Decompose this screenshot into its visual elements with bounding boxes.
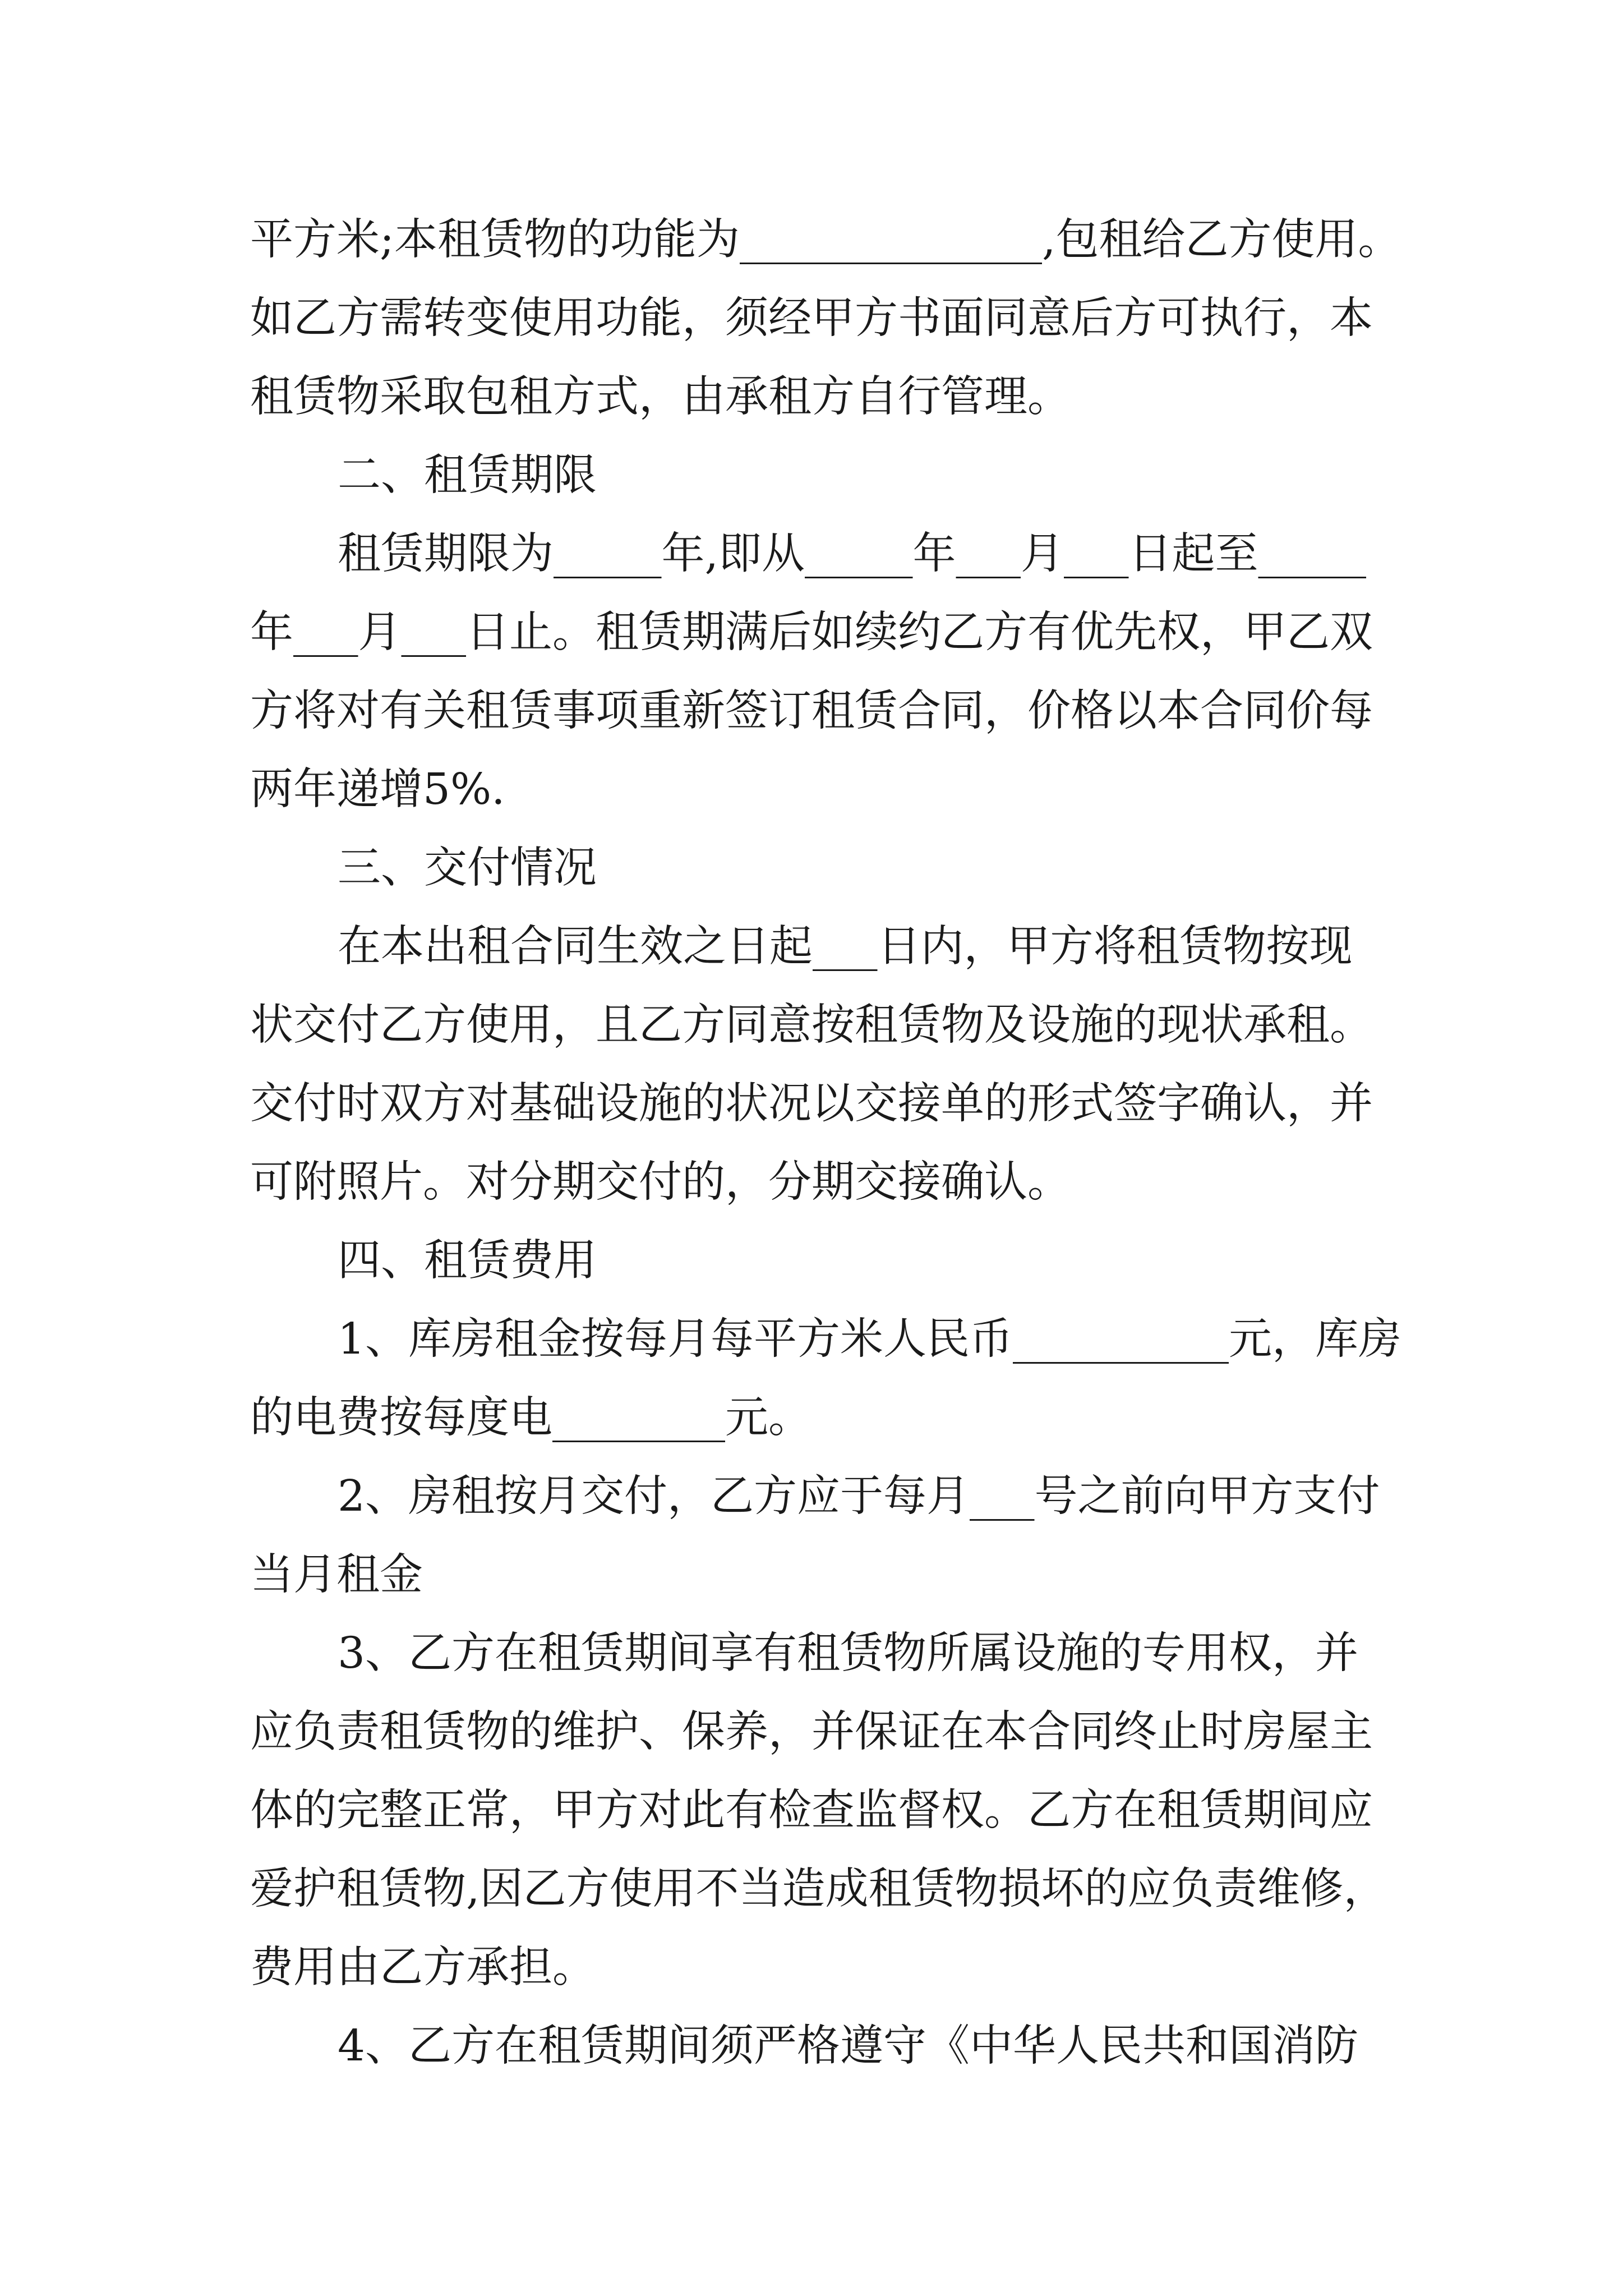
text-line: 年___月___日止。租赁期满后如续约乙方有优先权，甲乙双 bbox=[250, 608, 1373, 657]
text-line: 2、房租按月交付，乙方应于每月___号之前向甲方支付 bbox=[338, 1471, 1380, 1521]
section-heading: 四、租赁费用 bbox=[338, 1236, 597, 1286]
text-line: 在本出租合同生效之日起___日内，甲方将租赁物按现 bbox=[338, 922, 1353, 972]
text-line: 1、库房租金按每月每平方米人民币__________元，库房 bbox=[338, 1314, 1401, 1364]
text-line: 如乙方需转变使用功能，须经甲方书面同意后方可执行，本 bbox=[250, 293, 1373, 343]
text-line: 费用由乙方承担。 bbox=[250, 1943, 596, 1993]
text-line: 状交付乙方使用，且乙方同意按租赁物及设施的现状承租。 bbox=[250, 1000, 1373, 1050]
text-line: 3、乙方在租赁期间享有租赁物所属设施的专用权，并 bbox=[338, 1628, 1358, 1678]
text-line: 当月租金 bbox=[250, 1550, 423, 1600]
section-heading: 二、租赁期限 bbox=[338, 450, 597, 500]
text-line: 交付时双方对基础设施的状况以交接单的形式签字确认，并 bbox=[250, 1079, 1373, 1129]
text-line: 平方米;本租赁物的功能为______________,包租给乙方使用。 bbox=[250, 215, 1401, 265]
text-line: 应负责租赁物的维护、保养，并保证在本合同终止时房屋主 bbox=[250, 1707, 1373, 1757]
section-heading: 三、交付情况 bbox=[338, 843, 597, 893]
text-line: 租赁期限为_____年,即从_____年___月___日起至_____ bbox=[338, 529, 1366, 579]
text-line: 的电费按每度电________元。 bbox=[250, 1393, 811, 1443]
text-line: 两年递增5%. bbox=[250, 765, 505, 815]
text-line: 方将对有关租赁事项重新签订租赁合同，价格以本合同价每 bbox=[250, 686, 1373, 736]
text-line: 爱护租赁物,因乙方使用不当造成租赁物损坏的应负责维修， bbox=[250, 1864, 1387, 1914]
text-line: 体的完整正常，甲方对此有检查监督权。乙方在租赁期间应 bbox=[250, 1786, 1373, 1835]
text-line: 租赁物采取包租方式，由承租方自行管理。 bbox=[250, 372, 1071, 422]
text-line: 4、乙方在租赁期间须严格遵守《中华人民共和国消防 bbox=[338, 2021, 1358, 2071]
text-line: 可附照片。对分期交付的，分期交接确认。 bbox=[250, 1157, 1071, 1207]
